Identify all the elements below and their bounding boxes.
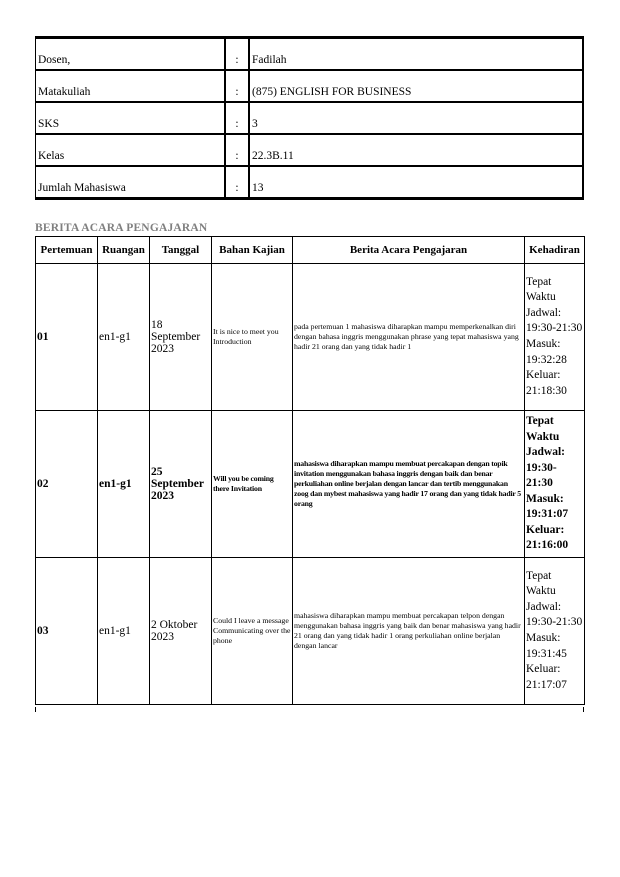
cell-kehadiran: Tepat Waktu Jadwal: 19:30-21:30 Masuk: 19:31:45 Keluar: 21:17:07	[525, 558, 585, 705]
table-continuation-stub	[35, 707, 584, 712]
info-separator: :	[225, 166, 249, 199]
cell-bahan-kajian: Will you be coming there Invitation	[212, 411, 293, 558]
info-value-dosen: Fadilah	[249, 38, 583, 71]
course-info-table	[35, 36, 584, 200]
cell-bahan-kajian: It is nice to meet you Introduction	[212, 264, 293, 411]
cell-bahan-kajian: Could I leave a message Communicating over the phone	[212, 558, 293, 705]
info-value-kelas: 22.3B.11	[249, 134, 583, 166]
cell-ruangan: en1-g1	[98, 558, 150, 705]
table-row	[36, 411, 585, 558]
table-row	[36, 264, 585, 411]
cell-pertemuan: 03	[36, 558, 98, 705]
cell-kehadiran: Tepat Waktu Jadwal: 19:30-21:30 Masuk: 19:31:07 Keluar: 21:16:00	[525, 411, 585, 558]
cell-kehadiran: Tepat Waktu Jadwal: 19:30-21:30 Masuk: 19:32:28 Keluar: 21:18:30	[525, 264, 585, 411]
section-title: BERITA ACARA PENGAJARAN	[35, 222, 208, 234]
cell-pertemuan: 01	[36, 264, 98, 411]
cell-tanggal: 25 September 2023	[150, 411, 212, 558]
cell-berita-acara: pada pertemuan 1 mahasiswa diharapkan mampu memperkenalkan diri dengan bahasa inggris menggunakan phrase yang tepat mahasiswa yang hadir 21 orang dan yang tidak hadir 1	[293, 264, 525, 411]
info-row-jumlah-mahasiswa	[36, 166, 584, 199]
info-label: Kelas	[36, 134, 226, 166]
info-label: Dosen,	[36, 38, 226, 71]
cell-berita-acara: mahasiswa diharapkan mampu membuat percakapan telpon dengan menggunakan bahasa inggris yang baik dan benar mahasiswa yang hadir 21 orang dan yang tidak hadir 1 orang perkuliahan online berjalan dengan lancar	[293, 558, 525, 705]
info-label: Jumlah Mahasiswa	[36, 166, 226, 199]
info-separator: :	[225, 38, 249, 71]
cell-ruangan: en1-g1	[98, 264, 150, 411]
info-separator: :	[225, 134, 249, 166]
info-label: Matakuliah	[36, 70, 226, 102]
table-header-row	[36, 237, 585, 264]
header-bahan-kajian: Bahan Kajian	[212, 237, 293, 264]
header-pertemuan: Pertemuan	[36, 237, 98, 264]
cell-ruangan: en1-g1	[98, 411, 150, 558]
header-berita-acara: Berita Acara Pengajaran	[293, 237, 525, 264]
info-row-dosen	[36, 38, 584, 71]
cell-tanggal: 18 September 2023	[150, 264, 212, 411]
info-label: SKS	[36, 102, 226, 134]
header-kehadiran: Kehadiran	[525, 237, 585, 264]
info-value-matakuliah: (875) ENGLISH FOR BUSINESS	[249, 70, 583, 102]
header-tanggal: Tanggal	[150, 237, 212, 264]
cell-tanggal: 2 Oktober 2023	[150, 558, 212, 705]
teaching-report-table	[35, 236, 585, 705]
info-value-sks: 3	[249, 102, 583, 134]
table-row	[36, 558, 585, 705]
info-row-kelas	[36, 134, 584, 166]
header-ruangan: Ruangan	[98, 237, 150, 264]
info-row-sks	[36, 102, 584, 134]
info-row-matakuliah	[36, 70, 584, 102]
info-separator: :	[225, 102, 249, 134]
info-value-jumlah-mahasiswa: 13	[249, 166, 583, 199]
cell-pertemuan: 02	[36, 411, 98, 558]
info-separator: :	[225, 70, 249, 102]
cell-berita-acara: mahasiswa diharapkan mampu membuat percakapan dengan topik invitation menggunakan bahasa inggris dengan baik dan benar perkuliahan online berjalan dengan lancar dan tertib menggunakan zoog dan mybest mahasiswa yang hadir 17 orang dan yang tidak hadir 5 orang	[293, 411, 525, 558]
